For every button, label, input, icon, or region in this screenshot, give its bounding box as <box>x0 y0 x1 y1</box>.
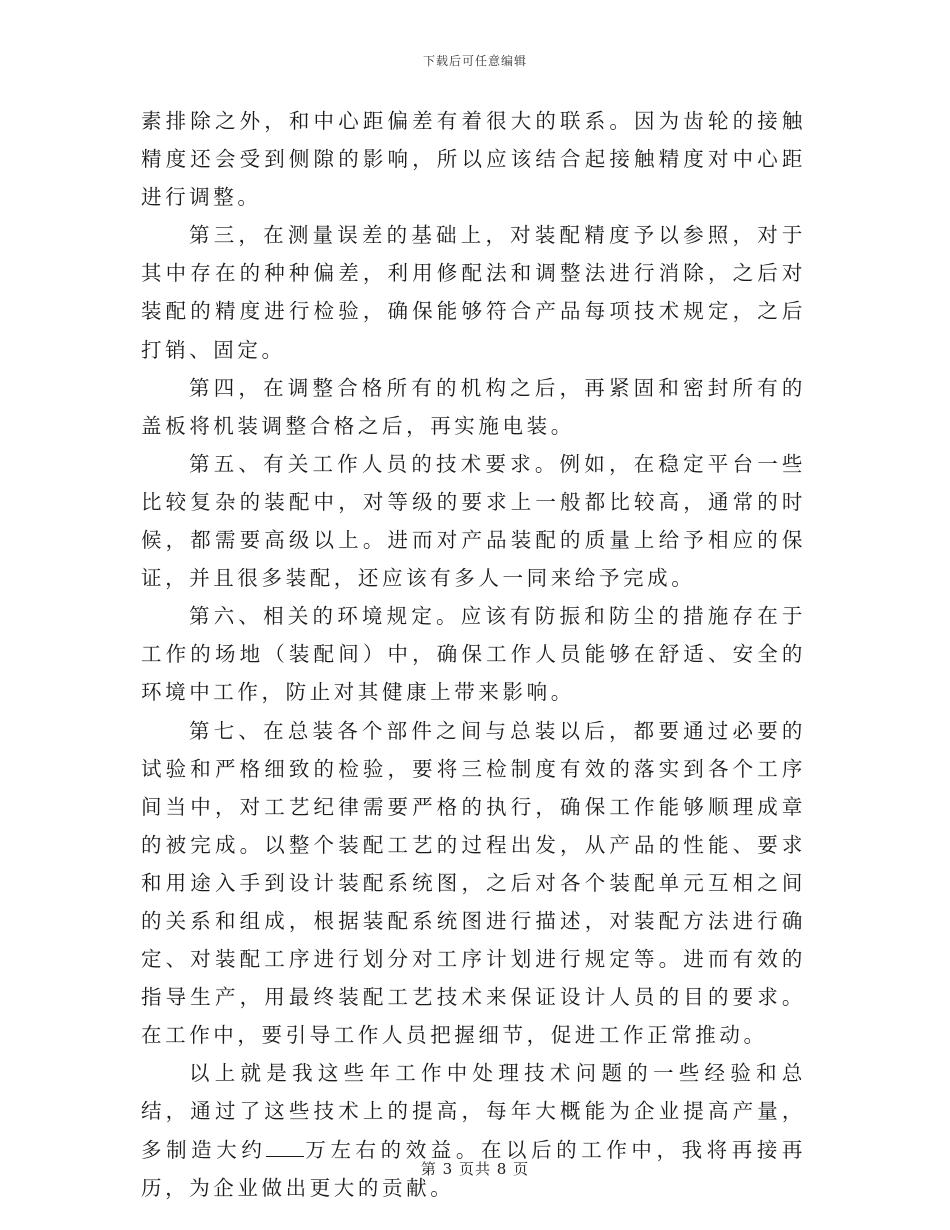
paragraph-sixth: 第六、相关的环境规定。应该有防振和防尘的措施存在于工作的场地（装配间）中，确保工作人员能够在舒适、安全的环境中工作，防止对其健康上带来影响。 <box>141 604 806 705</box>
paragraph-fifth: 第五、有关工作人员的技术要求。例如，在稳定平台一些比较复杂的装配中，对等级的要求上一般都比较高，通常的时候，都需要高级以上。进而对产品装配的质量上给予相应的保证，并且很多装配，还应该有多人一同来给予完成。 <box>141 451 806 591</box>
closing-text-before-blank: 以上就是我这些年工作中处理技术问题的一些经验和总结，通过了这些技术上的提高，每年大概能为企业提高产量，多制造大约 <box>141 1061 806 1162</box>
page-number: 第 3 页共 8 页 <box>420 1160 530 1178</box>
page-header: 下载后可任意编辑 <box>422 54 527 68</box>
paragraph-closing <box>141 1054 806 1206</box>
paragraph-third: 第三，在测量误差的基础上，对装配精度予以参照，对于其中存在的种种偏差，利用修配法和调整法进行消除，之后对装配的精度进行检验，确保能够符合产品每项技术规定，之后打销、固定。 <box>141 223 806 362</box>
fill-in-blank <box>266 1140 304 1157</box>
paragraph-continuation: 素排除之外，和中心距偏差有着很大的联系。因为齿轮的接触精度还会受到侧隙的影响，所以应该结合起接触精度对中心距进行调整。 <box>141 109 806 210</box>
paragraph-seventh: 第七、在总装各个部件之间与总装以后，都要通过必要的试验和严格细致的检验，要将三检制度有效的落实到各个工序间当中，对工艺纪律需要严格的执行，确保工作能够顺理成章的被完成。以整个装配工艺的过程出发，从产品的性能、要求和用途入手到设计装配系统图，之后对各个装配单元互相之间的关系和组成，根据装配系统图进行描述，对装配方法进行确定、对装配工序进行划分对工序计划进行规定等。进而有效的指导生产，用最终装配工艺技术来保证设计人员的目的要求。在工作中，要引导工作人员把握细节，促进工作正常推动。 <box>141 718 806 1048</box>
document-body <box>141 102 806 1207</box>
paragraph-fourth: 第四，在调整合格所有的机构之后，再紧固和密封所有的盖板将机装调整合格之后，再实施电装。 <box>141 375 806 438</box>
closing-text-after-blank: 万左右的效益。在以后的工作中，我将再接再历，为企业做出更大的贡献。 <box>141 1137 807 1200</box>
